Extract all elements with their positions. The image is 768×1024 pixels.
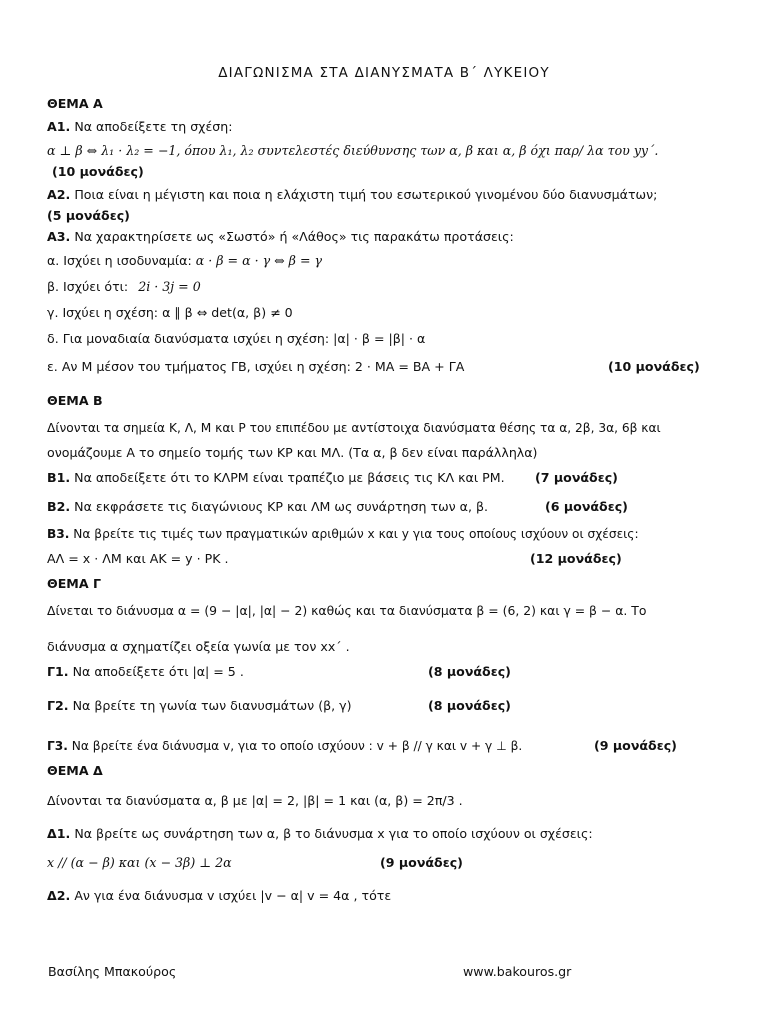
b1-text: Να αποδείξετε ότι το ΚΛΡΜ είναι τραπέζιο με βάσεις τις ΚΛ και ΡΜ. — [74, 470, 505, 485]
d2-question — [47, 888, 391, 904]
a3-item-c-text: γ. Ισχύει η σχέση: — [47, 305, 159, 320]
page-title: ΔΙΑΓΩΝΙΣΜΑ ΣΤΑ ΔΙΑΝΥΣΜΑΤΑ Β΄ ΛΥΚΕΙΟΥ — [218, 65, 550, 81]
a3-item-d-text: δ. Για μοναδιαία διανύσματα ισχύει η σχέση: — [47, 331, 330, 346]
b2-label: Β2. — [47, 499, 71, 514]
a3-item-b-text: β. Ισχύει ότι: — [47, 279, 129, 294]
a3-item-e — [47, 359, 464, 375]
a3-text: Να χαρακτηρίσετε ως «Σωστό» ή «Λάθος» τις παρακάτω προτάσεις: — [74, 229, 514, 244]
a3-item-c — [47, 305, 293, 321]
thema-b-intro-line2: ονομάζουμε Α το σημείο τομής των ΚΡ και ΜΛ. (Τα α, β δεν είναι παράλληλα) — [47, 445, 538, 460]
footer-website-link[interactable]: www.bakouros.gr — [463, 964, 572, 979]
b1-marks: (7 μονάδες) — [535, 470, 618, 485]
thema-d-heading: ΘΕΜΑ Δ — [47, 763, 103, 778]
a3-item-e-text: ε. Αν Μ μέσον του τμήματος ΓΒ, ισχύει η σχέση: — [47, 359, 351, 374]
a2-label: Α2. — [47, 187, 71, 202]
footer-author: Βασίλης Μπακούρος — [48, 964, 177, 979]
g2-label: Γ2. — [47, 698, 69, 713]
b2-question — [47, 499, 488, 515]
g1-marks: (8 μονάδες) — [428, 664, 511, 679]
d1-label: Δ1. — [47, 826, 71, 841]
thema-g-heading: ΘΕΜΑ Γ — [47, 576, 101, 591]
thema-b-intro-line1: Δίνονται τα σημεία Κ, Λ, Μ και Ρ του επιπέδου με αντίστοιχα διανύσματα θέσης τα α, 2β, 3α, 6β και — [47, 421, 661, 435]
g1-label: Γ1. — [47, 664, 69, 679]
a3-item-d — [47, 331, 425, 347]
a3-item-b — [47, 279, 201, 295]
a3-label: Α3. — [47, 229, 71, 244]
g1-question — [47, 664, 244, 680]
thema-a-heading: ΘΕΜΑ Α — [47, 96, 103, 111]
g1-text: Να αποδείξετε ότι |α| = 5 . — [72, 664, 244, 679]
a1-marks: (10 μονάδες) — [52, 164, 144, 179]
a3-question — [47, 229, 514, 245]
a3-item-a — [47, 253, 322, 269]
a3-item-d-formula: |α| · β = |β| · α — [333, 331, 426, 346]
g2-text: Να βρείτε τη γωνία των διανυσμάτων (β, γ) — [72, 698, 352, 713]
b3-text: Να βρείτε τις τιμές των πραγματικών αριθμών x και y για τους οποίους ισχύουν οι σχέσεις: — [73, 527, 639, 541]
d1-marks: (9 μονάδες) — [380, 855, 463, 870]
b1-question — [47, 470, 505, 486]
a2-question — [47, 187, 657, 203]
d1-formula: x // (α − β) και (x − 3β) ⊥ 2α — [47, 855, 232, 870]
g3-marks: (9 μονάδες) — [594, 738, 677, 753]
a1-question — [47, 119, 232, 135]
b1-label: Β1. — [47, 470, 71, 485]
b3-question — [47, 526, 639, 542]
thema-b-heading: ΘΕΜΑ Β — [47, 393, 103, 408]
g3-question — [47, 738, 522, 754]
b2-text: Να εκφράσετε τις διαγώνιους ΚΡ και ΛΜ ως συνάρτηση των α, β. — [74, 499, 489, 514]
b3-formula: ΑΛ = x · ΛΜ και ΑΚ = y · ΡΚ . — [47, 551, 229, 566]
a2-marks: (5 μονάδες) — [47, 208, 130, 223]
b2-marks: (6 μονάδες) — [545, 499, 628, 514]
g3-text: Να βρείτε ένα διάνυσμα v, για το οποίο ισχύουν : v + β // γ και v + γ ⊥ β. — [71, 739, 523, 753]
d1-text: Να βρείτε ως συνάρτηση των α, β το διάνυσμα x για το οποίο ισχύουν οι σχέσεις: — [74, 826, 593, 841]
d2-label: Δ2. — [47, 888, 71, 903]
a2-text: Ποια είναι η μέγιστη και ποια η ελάχιστη τιμή του εσωτερικού γινομένου δύο διανυσμάτων; — [74, 187, 658, 202]
a1-text: Να αποδείξετε τη σχέση: — [74, 119, 233, 134]
g2-marks: (8 μονάδες) — [428, 698, 511, 713]
b3-marks: (12 μονάδες) — [530, 551, 622, 566]
g3-label: Γ3. — [47, 739, 68, 753]
d2-text: Αν για ένα διάνυσμα v ισχύει |v − α| v = 4α , τότε — [74, 888, 392, 903]
a3-item-c-formula: α ∥ β ⇔ det(α, β) ≠ 0 — [162, 305, 293, 320]
a3-item-b-formula: 2i · 3j = 0 — [138, 279, 201, 294]
a3-item-a-formula: α · β = α · γ ⇔ β = γ — [195, 253, 323, 268]
b3-label: Β3. — [47, 527, 70, 541]
d1-question — [47, 826, 593, 842]
thema-d-intro: Δίνονται τα διανύσματα α, β με |α| = 2, |β| = 1 και (α, β) = 2π/3 . — [47, 793, 463, 808]
g2-question — [47, 698, 352, 714]
thema-g-intro-line1: Δίνεται το διάνυσμα α = (9 − |α|, |α| − 2) καθώς και τα διανύσματα β = (6, 2) και γ = β − α. Το — [47, 603, 647, 618]
a3-marks: (10 μονάδες) — [608, 359, 700, 374]
a3-item-e-formula: 2 · ΜΑ = ΒΑ + ΓΑ — [354, 359, 465, 374]
a1-formula: α ⊥ β ⇔ λ₁ · λ₂ = −1, όπου λ₁, λ₂ συντελεστές διεύθυνσης των α, β και α, β όχι παρ/ λα του yy΄. — [47, 143, 659, 158]
a3-item-a-text: α. Ισχύει η ισοδυναμία: — [47, 253, 192, 268]
a1-label: Α1. — [47, 119, 71, 134]
thema-g-intro-line2: διάνυσμα α σχηματίζει οξεία γωνία με τον xx΄ . — [47, 639, 350, 654]
